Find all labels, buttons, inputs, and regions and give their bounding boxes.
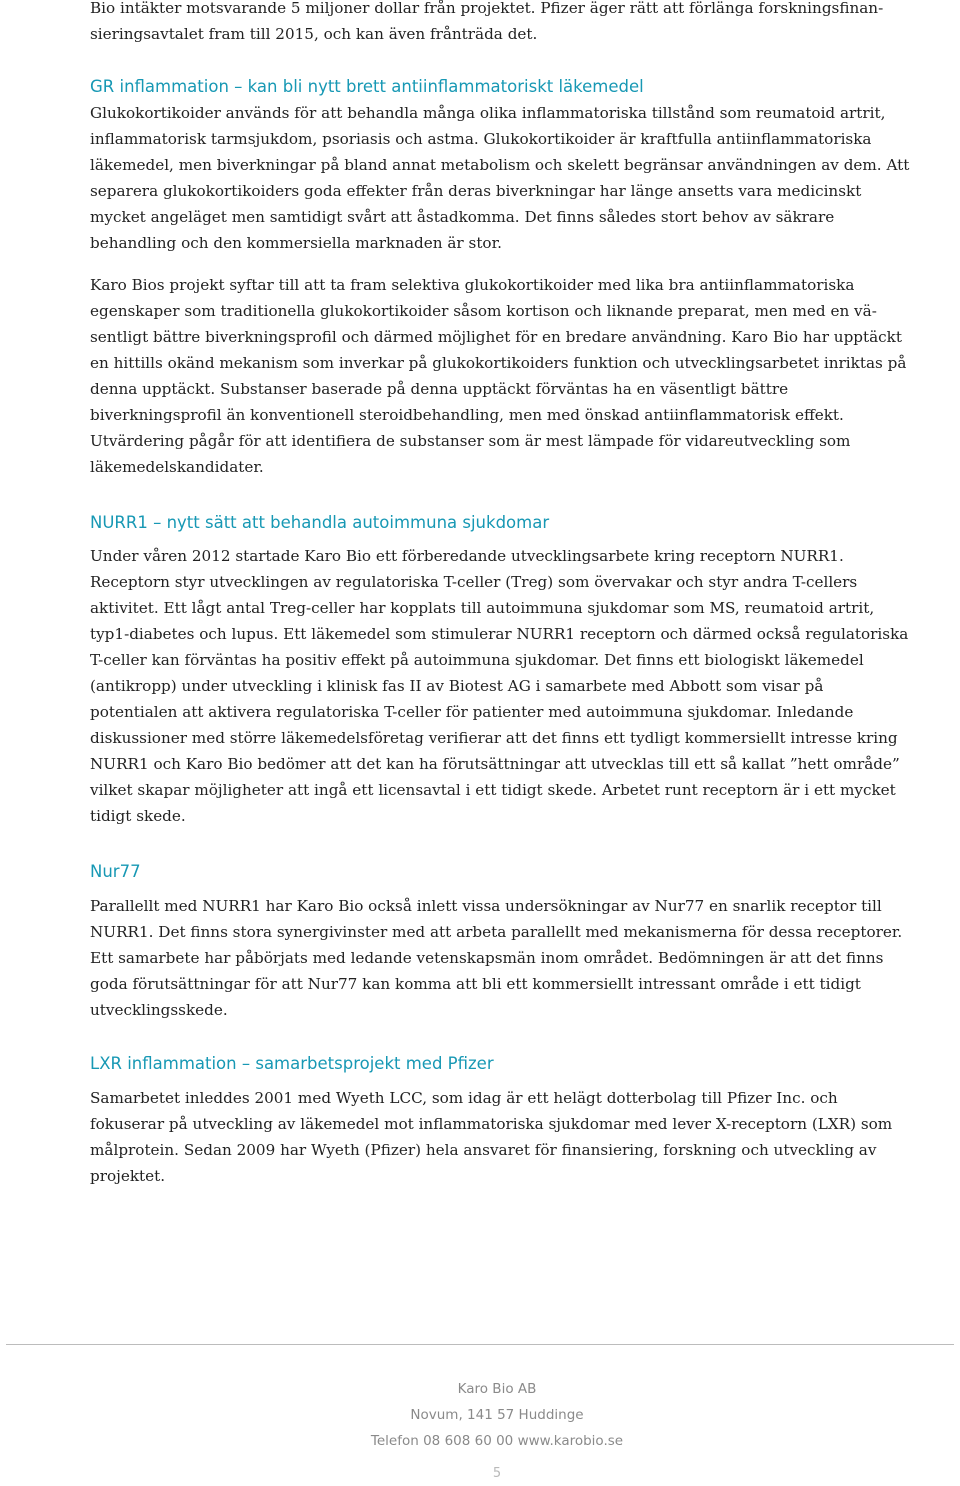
section-nur77 xyxy=(90,859,910,1023)
footer xyxy=(0,1376,960,1454)
section-paragraph: Parallellt med NURR1 har Karo Bio också inlett vissa undersökningar av Nur77 en snarlik receptor till NURR1. Det finns stora synergivinster med att arbeta parallellt med mekanismerna för dessa receptorer. Ett samarbete har påbörjats med ledande vetenskapsmän inom området. Bedömningen är att det finns goda förutsättningar för att Nur77 kan komma att bli ett kommersiellt intressant område i ett tidigt utvecklingsskede. xyxy=(90,897,903,1019)
section-gr-inflammation xyxy=(90,74,910,480)
footer-address: Novum, 141 57 Huddinge xyxy=(410,1407,584,1423)
footer-divider xyxy=(6,1344,954,1345)
section-paragraph: Glukokortikoider används för att behandla många olika inflammatoriska tillstånd som reumatoid artrit, inflammatorisk tarmsjukdom, psoriasis och astma. Glukokortikoider är kraftfulla antiinflammatoriska läkemedel, men biverkningar på bland annat metabolism och skelett begränsar användningen av dem. Att separera glukokortikoiders goda effekter från deras biverkningar har länge ansetts vara medicinskt mycket angeläget men samtidigt svårt att åstadkomma. Det finns således stort behov av säkrare behandling och den kommersiella marknaden är stor. xyxy=(90,104,910,252)
section-heading: NURR1 – nytt sätt att behandla autoimmuna sjukdomar xyxy=(90,513,550,532)
footer-contact: Telefon 08 608 60 00 www.karobio.se xyxy=(370,1433,624,1449)
section-nurr1 xyxy=(90,510,910,829)
section-heading: Nur77 xyxy=(90,862,141,881)
section-lxr-inflammation xyxy=(90,1051,910,1189)
section-heading: LXR inflammation – samarbetsprojekt med Pfizer xyxy=(90,1054,494,1073)
section-paragraph: Under våren 2012 startade Karo Bio ett förberedande utvecklingsarbete kring receptorn NURR1. Receptorn styr utvecklingen av regulatoriska T-celler (Treg) som övervakar och styr andra T-cellers aktivitet. Ett lågt antal Treg-celler har kopplats till autoimmuna sjukdomar som MS, reumatoid artrit, typ1-diabetes och lupus. Ett läkemedel som stimulerar NURR1 receptorn och därmed också regulatoriska T-celler kan förväntas ha positiv effekt på autoimmuna sjukdomar. Det finns ett biologiskt läkemedel (antikropp) under utveckling i klinisk fas II av Biotest AG i samarbete med Abbott som visar på potentialen att aktivera regulatoriska T-celler för patienter med autoimmuna sjukdomar. Inledande diskussioner med större läkemedelsföretag verifierar att det finns ett tydligt kommersiellt intresse kring NURR1 och Karo Bio bedömer att det kan ha förutsättningar att utvecklas till ett så kallat ”hett område” vilket skapar möjligheter att ingå ett licensavtal i ett tidigt skede. Arbetet runt receptorn är i ett mycket tidigt skede. xyxy=(90,547,909,825)
section-paragraph: Samarbetet inleddes 2001 med Wyeth LCC, som idag är ett helägt dotterbolag till Pfizer Inc. och fokuserar på utveckling av läkemedel mot inflammatoriska sjukdomar med lever X-receptorn (LXR) som målprotein. Sedan 2009 har Wyeth (Pfizer) hela ansvaret för finansiering, forskning och utveckling av projektet. xyxy=(90,1089,893,1185)
page-number: 5 xyxy=(492,1466,502,1481)
footer-company: Karo Bio AB xyxy=(457,1381,537,1397)
section-heading: GR inflammation – kan bli nytt brett antiinflammatoriskt läkemedel xyxy=(90,77,644,96)
section-paragraph: Karo Bios projekt syftar till att ta fram selektiva glukokortikoider med lika bra antiinflammatoriska egenskaper som traditionella glukokortikoider såsom kortison och liknande preparat, men med en väsentligt bättre biverkningsprofil och därmed möjlighet för en bredare användning. Karo Bio har upptäckt en hittills okänd mekanism som inverkar på glukokortikoiders funktion och utvecklingsarbetet inriktas på denna upptäckt. Substanser baserade på denna upptäckt förväntas ha en väsentligt bättre biverkningsprofil än konventionell steroidbehandling, men med önskad antiinflammatorisk effekt. Utvärdering pågår för att identifiera de substanser som är mest lämpade för vidareutveckling som läkemedelskandidater. xyxy=(90,276,907,476)
intro-paragraph: Bio intäkter motsvarande 5 miljoner dollar från projektet. Pfizer äger rätt att förlänga forskningsfinansieringsavtalet fram till 2015, och kan även frånträda det. xyxy=(90,0,884,43)
document-page xyxy=(90,0,910,1189)
